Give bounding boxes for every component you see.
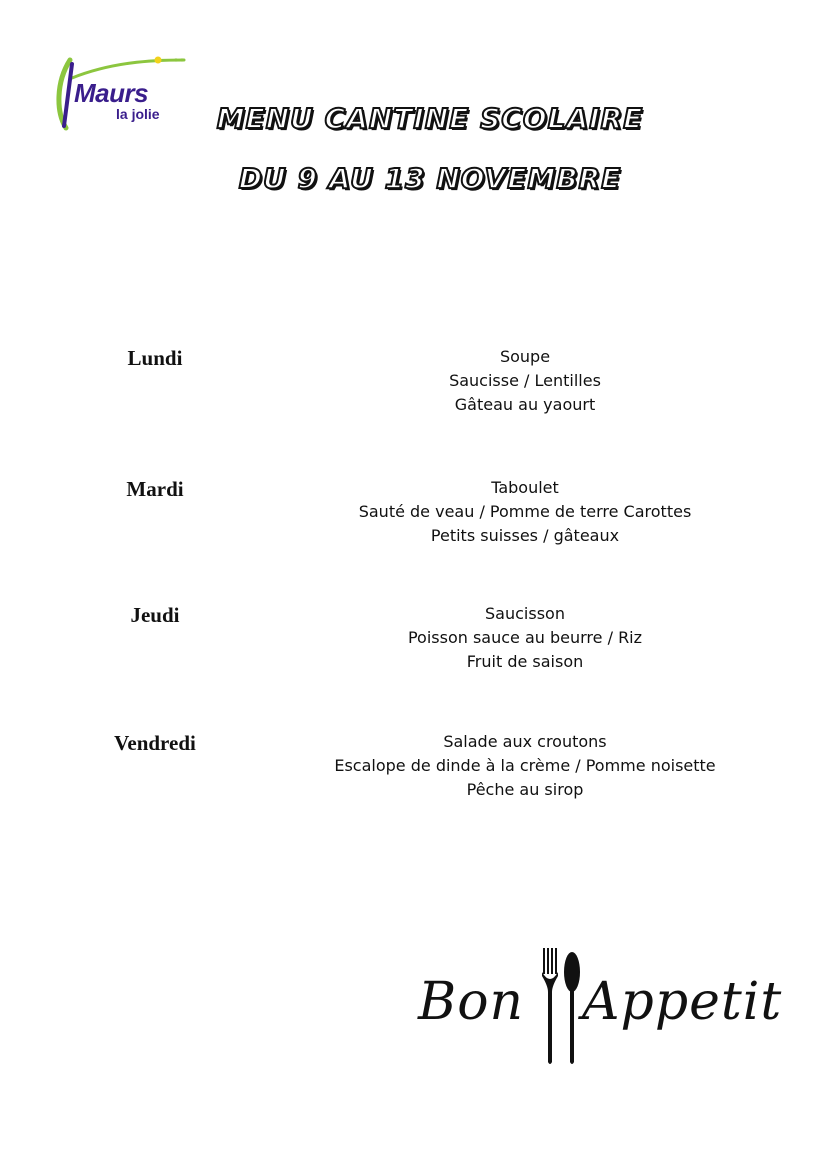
bon-appetit-signature xyxy=(410,940,783,1070)
dish: Fruit de saison xyxy=(466,652,584,671)
page-title: MENU CANTINE SCOLAIRE xyxy=(216,102,644,135)
dish: Sauté de veau / Pomme de terre Carottes xyxy=(358,502,692,521)
logo-name: Maurs xyxy=(74,78,149,108)
day-label-jeudi: Jeudi xyxy=(130,603,180,627)
dish: Salade aux croutons xyxy=(443,732,607,751)
fork-spoon-icon xyxy=(538,946,584,1066)
dish: Pêche au sirop xyxy=(466,780,584,799)
dish: Poisson sauce au beurre / Riz xyxy=(407,628,643,647)
day-label-lundi: Lundi xyxy=(127,346,183,370)
dish: Saucisse / Lentilles xyxy=(449,371,601,390)
greeting-right: Appetit xyxy=(582,972,783,1032)
dish: Petits suisses / gâteaux xyxy=(430,526,620,545)
dishes-jeudi xyxy=(250,602,800,674)
day-label-vendredi: Vendredi xyxy=(114,731,196,755)
greeting-left: Bon xyxy=(418,972,525,1032)
dishes-mardi xyxy=(250,476,800,548)
dish: Soupe xyxy=(499,347,551,366)
day-label-mardi: Mardi xyxy=(126,477,184,501)
dishes-lundi xyxy=(250,345,800,417)
dish: Taboulet xyxy=(491,478,559,497)
dish: Saucisson xyxy=(485,604,565,623)
page-subtitle: DU 9 AU 13 NOVEMBRE xyxy=(238,162,622,195)
dishes-vendredi xyxy=(250,730,800,802)
logo-tagline: la jolie xyxy=(116,106,160,122)
dish: Escalope de dinde à la crème / Pomme noisette xyxy=(334,756,716,775)
dish: Gâteau au yaourt xyxy=(454,395,596,414)
